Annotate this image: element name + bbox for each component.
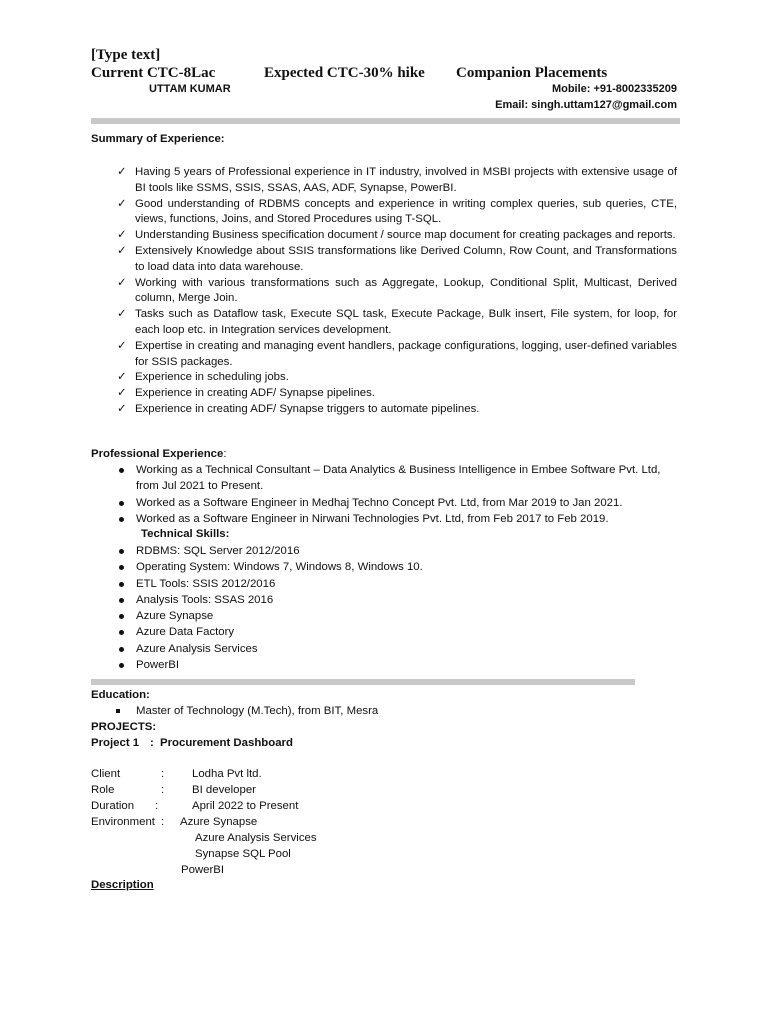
bullet-icon: [119, 549, 124, 554]
checkmark-icon: ✓: [117, 276, 127, 289]
project-label: Project 1: [91, 737, 140, 749]
summary-heading: Summary of Experience:: [91, 133, 225, 145]
header-divider: [91, 118, 680, 124]
summary-item: ✓ Having 5 years of Professional experience in IT industry, involved in MSBI projects with extensive usage of BI tools like SSMS, SSIS, SSAS, AAS, ADF, Synapse, PowerBI.: [117, 166, 677, 194]
bullet-icon: [119, 582, 124, 587]
duration-label: Duration: [91, 800, 135, 812]
bullet-icon: [119, 663, 124, 668]
skill-item: RDBMS: SQL Server 2012/2016: [118, 543, 618, 559]
summary-item: ✓ Good understanding of RDBMS concepts and experience in writing complex queries, sub queries, CTE, views, functions, Joins, and Stored Procedures using T-SQL.: [117, 197, 677, 226]
experience-item: Working as a Technical Consultant – Data Analytics & Business Intelligence in Embee Software Pvt. Ltd, from Jul 2021 to Present.: [118, 462, 678, 495]
checkmark-icon: ✓: [117, 166, 127, 178]
bullet-icon: [119, 598, 124, 603]
environment-value: Synapse SQL Pool: [195, 848, 291, 860]
skill-item: ETL Tools: SSIS 2012/2016: [118, 576, 618, 592]
summary-item: ✓ Experience in creating ADF/ Synapse pipelines.: [117, 386, 677, 402]
education-heading: Education:: [91, 689, 150, 701]
square-bullet-icon: [116, 709, 120, 713]
checkmark-icon: ✓: [117, 371, 127, 384]
client-value: Lodha Pvt ltd.: [192, 768, 262, 780]
role-label: Role: [91, 784, 115, 796]
description-heading: Description: [91, 879, 154, 891]
environment-value: Azure Synapse: [180, 816, 258, 828]
summary-list: [117, 165, 677, 418]
duration-colon: :: [155, 800, 159, 812]
environment-colon: :: [161, 816, 165, 828]
bullet-icon: [119, 501, 124, 506]
summary-item: ✓ Extensively Knowledge about SSIS transformations like Derived Column, Row Count, and Transformations to load data into data warehouse.: [117, 244, 677, 273]
skill-item: Operating System: Windows 7, Windows 8, Windows 10.: [118, 559, 618, 575]
bullet-icon: [119, 647, 124, 652]
summary-item: ✓ Understanding Business specification document / source map document for creating packages and reports.: [117, 228, 677, 244]
experience-item: Worked as a Software Engineer in Nirwani Technologies Pvt. Ltd, from Feb 2017 to Feb 2019.: [118, 511, 678, 527]
client-colon: :: [161, 768, 165, 780]
skill-item: Azure Analysis Services: [118, 641, 618, 657]
expected-ctc: Expected CTC-30% hike: [264, 65, 425, 81]
skill-item: Analysis Tools: SSAS 2016: [118, 592, 618, 608]
company-name: Companion Placements: [456, 65, 608, 81]
mobile-number: Mobile: +91-8002335209: [551, 83, 677, 95]
checkmark-icon: ✓: [117, 387, 127, 400]
professional-heading: Professional Experience:: [91, 448, 227, 460]
skills-divider: [91, 679, 635, 685]
client-label: Client: [91, 768, 121, 780]
project-title: Procurement Dashboard: [160, 737, 293, 749]
education-item: Master of Technology (M.Tech), from BIT, Mesra: [136, 705, 379, 717]
bullet-icon: [119, 517, 124, 522]
skills-list: [118, 543, 618, 673]
current-ctc: Current CTC-8Lac: [91, 65, 216, 81]
type-text-placeholder: [Type text]: [91, 47, 161, 63]
environment-value: Azure Analysis Services: [195, 832, 317, 844]
summary-item: ✓ Tasks such as Dataflow task, Execute SQL task, Execute Package, Bulk insert, File system, for loop, for each loop etc. in Integration services development.: [117, 308, 677, 336]
environment-label: Environment: [91, 816, 155, 828]
duration-value: April 2022 to Present: [192, 800, 299, 812]
bullet-icon: [119, 614, 124, 619]
project-colon: :: [150, 737, 154, 749]
checkmark-icon: ✓: [117, 229, 127, 242]
skills-heading: Technical Skills:: [141, 528, 230, 540]
role-value: BI developer: [192, 784, 256, 796]
summary-item: ✓ Experience in scheduling jobs.: [117, 370, 677, 386]
checkmark-icon: ✓: [117, 339, 127, 352]
checkmark-icon: ✓: [117, 402, 127, 415]
candidate-name: UTTAM KUMAR: [149, 83, 231, 95]
checkmark-icon: ✓: [117, 244, 127, 257]
professional-list: [118, 462, 678, 527]
summary-item: ✓ Expertise in creating and managing event handlers, package configurations, logging, user-defined variables for SSIS packages.: [117, 339, 677, 368]
bullet-icon: [119, 565, 124, 570]
projects-heading: PROJECTS:: [91, 721, 157, 733]
role-colon: :: [161, 784, 165, 796]
experience-item: Worked as a Software Engineer in Medhaj Techno Concept Pvt. Ltd, from Mar 2019 to Jan 2021.: [118, 495, 678, 511]
checkmark-icon: ✓: [117, 197, 127, 210]
email-address: Email: singh.uttam127@gmail.com: [495, 99, 677, 111]
bullet-icon: [119, 630, 124, 635]
skill-item: Azure Data Factory: [118, 624, 618, 640]
bullet-icon: [119, 468, 124, 473]
summary-item: ✓ Experience in creating ADF/ Synapse triggers to automate pipelines.: [117, 402, 677, 418]
summary-item: ✓ Working with various transformations such as Aggregate, Lookup, Conditional Split, Multicast, Derived column, Merge Join.: [117, 276, 677, 305]
checkmark-icon: ✓: [117, 308, 127, 321]
environment-value: PowerBI: [181, 864, 225, 876]
skill-item: Azure Synapse: [118, 608, 618, 624]
skill-item: PowerBI: [118, 657, 618, 673]
